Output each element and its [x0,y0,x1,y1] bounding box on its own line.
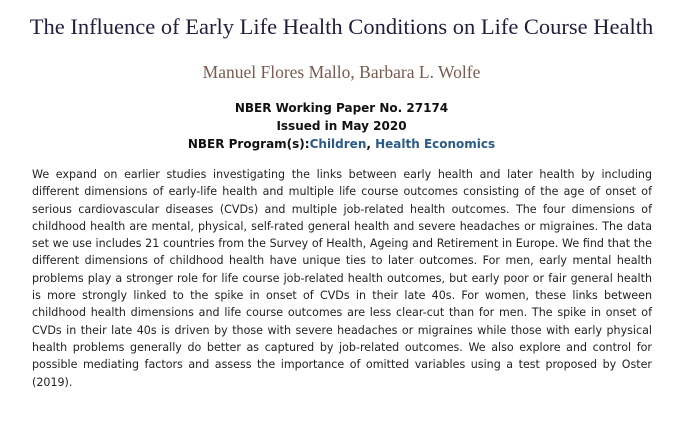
program-separator: , [366,137,376,151]
paper-authors: Manuel Flores Mallo, Barbara L. Wolfe [202,62,481,82]
working-paper-number: NBER Working Paper No. 27174 [234,101,449,115]
abstract-text: We expand on earlier studies investigating the links between early health and later health by including different dimensions of early-life health and multiple life course outcomes consisting of the age of onset of serious cardiovascular diseases (CVDs) and multiple job-related health outcomes. The four dimensions of childhood health are mental, physical, self-rated general health and severe headaches or migraines. The data set we use includes 21 countries from the Survey of Health, Ageing and Retirement in Europe. We find that the different dimensions of childhood health have unique ties to later outcomes. For men, early mental health problems play a stronger role for life course job-related health outcomes, but early poor or fair general health is more strongly linked to the spike in onset of CVDs in their late 40s. For women, these links between childhood health dimensions and life course outcomes are less clear-cut than for men. The spike in onset of CVDs in their late 40s is driven by those with severe headaches or migraines while those with early physical health problems generally do better as captured by job-related outcomes. We also explore and control for possible mediating factors and assess the importance of omitted variables using a test proposed by Oster (2019). [32,168,652,389]
programs-label: NBER Program(s): [187,137,310,151]
issued-date: Issued in May 2020 [276,119,407,133]
program-link-health-economics[interactable]: Health Economics [375,137,496,151]
program-link-children[interactable]: Children [309,137,367,151]
paper-title: The Influence of Early Life Health Conditions on Life Course Health [29,14,654,39]
nber-programs [0,137,683,151]
